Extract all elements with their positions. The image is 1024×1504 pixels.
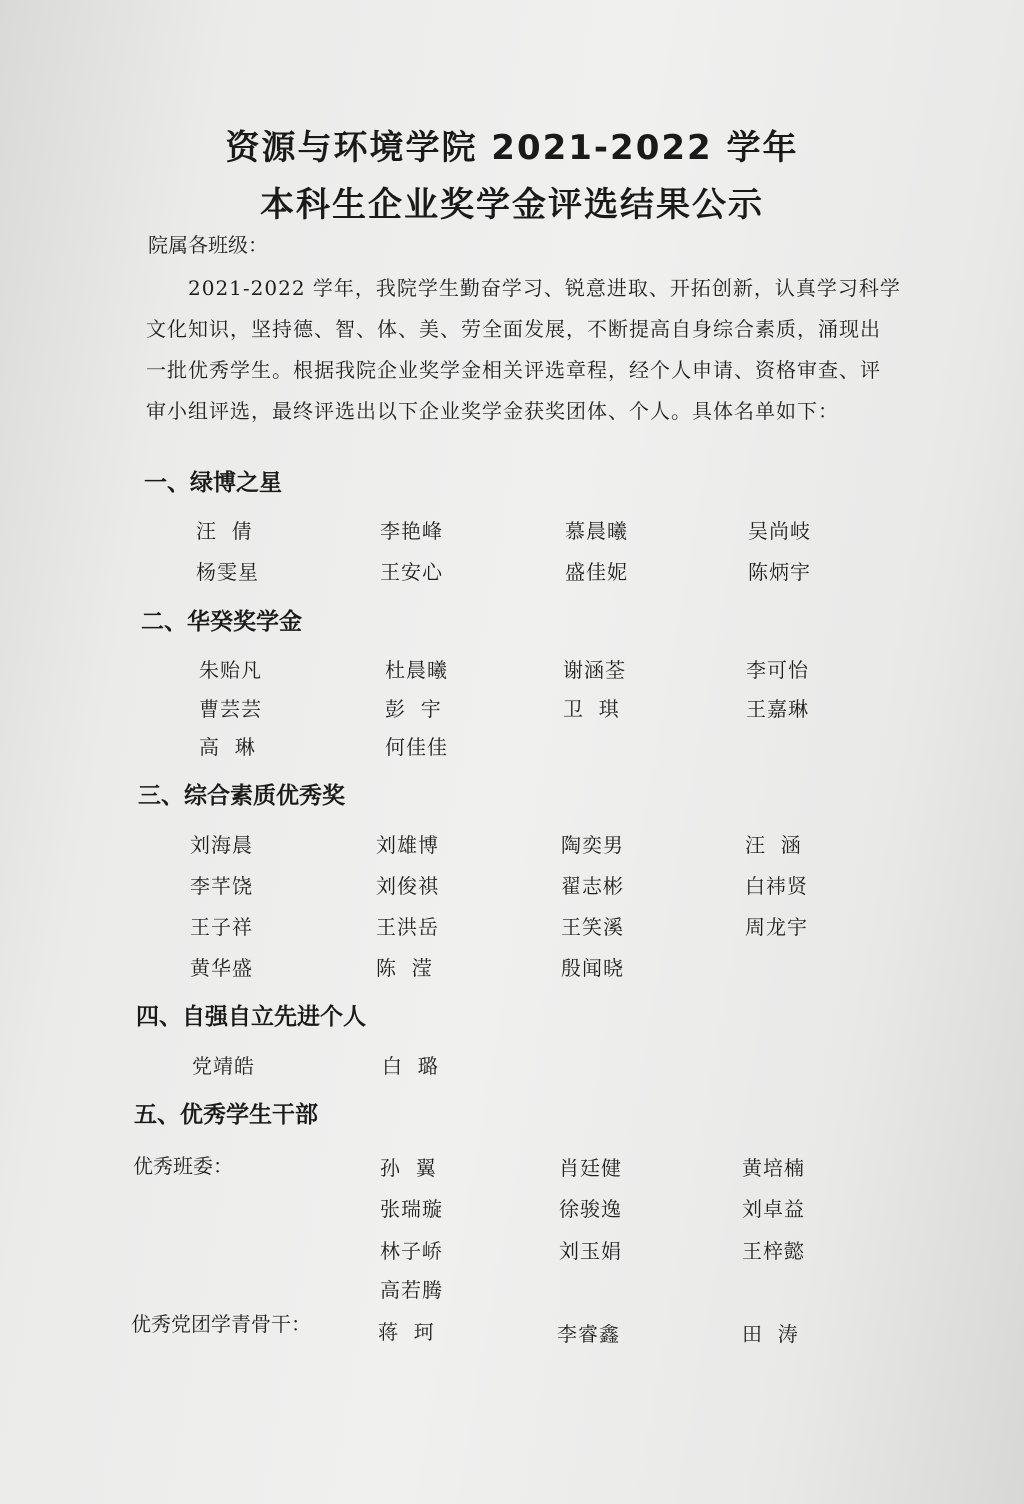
intro-line-4: 审小组评选，最终评选出以下企业奖学金获奖团体、个人。具体名单如下： xyxy=(146,399,839,423)
awardee-name: 李睿鑫 xyxy=(557,1322,620,1346)
awardee-name: 汪 涵 xyxy=(745,833,802,857)
awardee-name: 李芊饶 xyxy=(190,874,253,898)
awardee-name: 党靖皓 xyxy=(192,1054,255,1078)
awardee-name: 朱贻凡 xyxy=(199,658,262,682)
group-label-banwei: 优秀班委： xyxy=(133,1154,233,1178)
document-title-line-2: 本科生企业奖学金评选结果公示 xyxy=(260,185,764,225)
awardee-name: 杨雯星 xyxy=(196,560,259,584)
awardee-name: 周龙宇 xyxy=(745,915,808,939)
awardee-name: 黄华盛 xyxy=(190,956,253,980)
awardee-name: 刘卓益 xyxy=(742,1197,805,1221)
awardee-name: 李可怡 xyxy=(746,658,809,682)
awardee-name: 吴尚岐 xyxy=(748,519,811,543)
awardee-name: 杜晨曦 xyxy=(385,658,448,682)
awardee-name: 刘俊祺 xyxy=(376,874,439,898)
awardee-name: 陈 滢 xyxy=(376,956,433,980)
awardee-name: 谢涵荃 xyxy=(563,658,626,682)
awardee-name: 王安心 xyxy=(380,560,443,584)
section-heading-zonghe: 三、综合素质优秀奖 xyxy=(138,783,345,809)
awardee-name: 卫 琪 xyxy=(563,697,620,721)
awardee-name: 王梓懿 xyxy=(742,1239,805,1263)
awardee-name: 肖廷健 xyxy=(559,1156,622,1180)
salutation: 院属各班级： xyxy=(148,233,268,257)
awardee-name: 慕晨曦 xyxy=(565,519,628,543)
awardee-name: 黄培楠 xyxy=(742,1156,805,1180)
awardee-name: 高 琳 xyxy=(199,735,256,759)
awardee-name: 白 璐 xyxy=(382,1054,439,1078)
awardee-name: 翟志彬 xyxy=(561,874,624,898)
group-label-gugan: 优秀党团学青骨干： xyxy=(131,1312,311,1336)
awardee-name: 李艳峰 xyxy=(380,519,443,543)
awardee-name: 陶奕男 xyxy=(561,833,624,857)
section-heading-ganbu: 五、优秀学生干部 xyxy=(134,1102,318,1128)
awardee-name: 殷闻晓 xyxy=(561,956,624,980)
awardee-name: 田 涛 xyxy=(742,1322,799,1346)
intro-paragraph xyxy=(146,268,901,432)
awardee-name: 蒋 珂 xyxy=(378,1320,435,1344)
awardee-name: 陈炳宇 xyxy=(748,560,811,584)
awardee-name: 刘玉娟 xyxy=(559,1239,622,1263)
awardee-name: 白祎贤 xyxy=(745,874,808,898)
awardee-name: 林子峤 xyxy=(380,1239,443,1263)
awardee-name: 孙 翼 xyxy=(380,1156,437,1180)
section-heading-ziqiang: 四、自强自立先进个人 xyxy=(136,1004,366,1030)
awardee-name: 王子祥 xyxy=(190,915,253,939)
awardee-name: 汪 倩 xyxy=(196,519,253,543)
awardee-name: 高若腾 xyxy=(380,1278,443,1302)
intro-line-1: 2021-2022 学年，我院学生勤奋学习、锐意进取、开拓创新，认真学习科学 xyxy=(188,276,901,300)
awardee-name: 徐骏逸 xyxy=(559,1197,622,1221)
document-title-line-1: 资源与环境学院 2021-2022 学年 xyxy=(225,128,799,168)
awardee-name: 张瑞璇 xyxy=(380,1197,443,1221)
awardee-name: 刘海晨 xyxy=(190,833,253,857)
awardee-name: 曹芸芸 xyxy=(199,697,262,721)
awardee-name: 彭 宇 xyxy=(385,697,442,721)
awardee-name: 刘雄博 xyxy=(376,833,439,857)
awardee-name: 盛佳妮 xyxy=(565,560,628,584)
awardee-name: 王笑溪 xyxy=(561,915,624,939)
awardee-name: 王嘉琳 xyxy=(746,697,809,721)
awardee-name: 何佳佳 xyxy=(385,735,448,759)
intro-line-3: 一批优秀学生。根据我院企业奖学金相关评选章程，经个人申请、资格审查、评 xyxy=(146,358,881,382)
intro-line-2: 文化知识，坚持德、智、体、美、劳全面发展，不断提高自身综合素质，涌现出 xyxy=(146,317,881,341)
section-heading-lvbo: 一、绿博之星 xyxy=(144,470,282,496)
awardee-name: 王洪岳 xyxy=(376,915,439,939)
section-heading-huagui: 二、华癸奖学金 xyxy=(141,609,302,635)
